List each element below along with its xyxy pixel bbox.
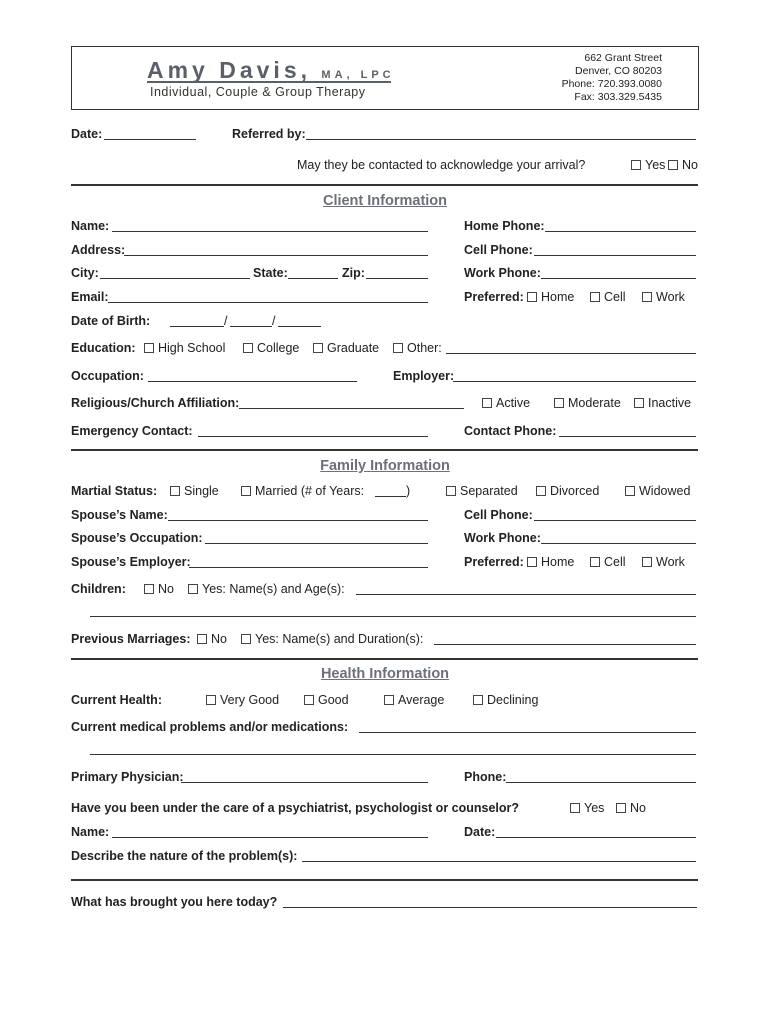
primary-physician-field[interactable] xyxy=(181,782,428,783)
contact-yes-option[interactable] xyxy=(631,158,665,172)
option-label: Yes xyxy=(584,801,605,815)
physician-phone-field[interactable] xyxy=(506,782,696,783)
checkbox[interactable] xyxy=(590,292,600,302)
option-label: No xyxy=(682,158,698,172)
spouse-work-phone-field[interactable] xyxy=(541,543,696,544)
state-label: State: xyxy=(253,266,288,280)
marital-divorced-option[interactable] xyxy=(536,484,599,498)
client-section-title: Client Information xyxy=(322,193,448,209)
option-label: Good xyxy=(318,693,349,707)
zip-label: Zip: xyxy=(342,266,365,280)
state-field[interactable] xyxy=(288,278,338,279)
city-field[interactable] xyxy=(100,278,250,279)
checkbox[interactable] xyxy=(313,343,323,353)
referred-by-label: Referred by: xyxy=(232,127,306,141)
health-average-option[interactable] xyxy=(384,693,444,707)
marital-widowed-option[interactable] xyxy=(625,484,690,498)
option-label: College xyxy=(257,341,300,355)
checkbox[interactable] xyxy=(554,398,564,408)
education-highschool-option[interactable] xyxy=(144,341,225,355)
family-section-title: Family Information xyxy=(320,458,450,474)
option-label: Single xyxy=(184,484,219,498)
option-label: Yes: Name(s) and Age(s): xyxy=(202,582,345,596)
option-label: No xyxy=(158,582,174,596)
occupation-label: Occupation: xyxy=(71,369,144,383)
preferred-label: Preferred: xyxy=(464,290,524,304)
section-divider xyxy=(71,449,698,451)
children-names-field-2[interactable] xyxy=(90,616,696,617)
contact-block xyxy=(562,52,662,104)
checkbox[interactable] xyxy=(625,486,635,496)
checkbox[interactable] xyxy=(241,486,251,496)
marital-married-option[interactable] xyxy=(241,484,364,498)
married-years-field[interactable] xyxy=(375,496,406,497)
care-yes-option[interactable] xyxy=(570,801,604,815)
emergency-contact-field[interactable] xyxy=(198,436,428,437)
checkbox[interactable] xyxy=(144,584,154,594)
checkbox[interactable] xyxy=(616,803,626,813)
counselor-date-label: Date: xyxy=(464,825,496,839)
checkbox[interactable] xyxy=(631,160,641,170)
spouse-preferred-work-option[interactable] xyxy=(642,555,685,569)
option-label: Active xyxy=(496,396,531,410)
phone-number: Phone: 720.393.0080 xyxy=(561,78,662,90)
checkbox[interactable] xyxy=(241,634,251,644)
prev-marriages-field[interactable] xyxy=(434,644,696,645)
option-label: Graduate xyxy=(327,341,380,355)
option-label: Declining xyxy=(487,693,539,707)
prev-marriages-yes-option[interactable] xyxy=(241,632,423,646)
checkbox[interactable] xyxy=(243,343,253,353)
client-name-label: Name: xyxy=(71,219,110,233)
religious-inactive-option[interactable] xyxy=(634,396,691,410)
employer-field[interactable] xyxy=(453,381,696,382)
option-label: Divorced xyxy=(550,484,600,498)
physician-phone-label: Phone: xyxy=(464,770,507,784)
religious-field[interactable] xyxy=(239,408,464,409)
city-label: City: xyxy=(71,266,99,280)
spouse-cell-label: Cell Phone: xyxy=(464,508,533,522)
medical-problems-label: Current medical problems and/or medications: xyxy=(71,720,349,734)
medical-problems-field-2[interactable] xyxy=(90,754,696,755)
health-very-good-option[interactable] xyxy=(206,693,279,707)
option-label: Inactive xyxy=(648,396,692,410)
brought-here-field[interactable] xyxy=(283,907,697,908)
checkbox[interactable] xyxy=(393,343,403,353)
occupation-field[interactable] xyxy=(148,381,357,382)
email-label: Email: xyxy=(71,290,109,304)
work-phone-field[interactable] xyxy=(541,278,696,279)
section-divider xyxy=(71,184,698,186)
checkbox[interactable] xyxy=(170,486,180,496)
checkbox[interactable] xyxy=(570,803,580,813)
option-label: Yes xyxy=(645,158,666,172)
option-label: Other: xyxy=(407,341,442,355)
marital-single-option[interactable] xyxy=(170,484,219,498)
contact-phone-field[interactable] xyxy=(559,436,696,437)
spouse-employer-field[interactable] xyxy=(189,567,428,568)
health-section-title: Health Information xyxy=(320,666,450,682)
preferred-home-option[interactable] xyxy=(527,290,574,304)
primary-physician-label: Primary Physician: xyxy=(71,770,184,784)
counselor-name-label: Name: xyxy=(71,825,110,839)
religious-moderate-option[interactable] xyxy=(554,396,621,410)
prev-marriages-no-option[interactable] xyxy=(197,632,227,646)
education-label: Education: xyxy=(71,341,136,355)
checkbox[interactable] xyxy=(206,695,216,705)
dob-slash: / xyxy=(224,314,228,328)
religious-active-option[interactable] xyxy=(482,396,530,410)
address-field[interactable] xyxy=(124,255,428,256)
checkbox[interactable] xyxy=(304,695,314,705)
contact-no-option[interactable] xyxy=(668,158,698,172)
dob-month-field[interactable] xyxy=(170,326,224,327)
option-label: No xyxy=(211,632,227,646)
spouse-occupation-field[interactable] xyxy=(205,543,428,544)
checkbox[interactable] xyxy=(473,695,483,705)
children-no-option[interactable] xyxy=(144,582,174,596)
email-field[interactable] xyxy=(108,302,428,303)
checkbox[interactable] xyxy=(642,557,652,567)
option-label: Average xyxy=(398,693,445,707)
checkbox[interactable] xyxy=(384,695,394,705)
employer-label: Employer: xyxy=(393,369,455,383)
spouse-employer-label: Spouse’s Employer: xyxy=(71,555,191,569)
checkbox[interactable] xyxy=(144,343,154,353)
education-graduate-option[interactable] xyxy=(313,341,379,355)
checkbox[interactable] xyxy=(527,292,537,302)
emergency-contact-label: Emergency Contact: xyxy=(71,424,193,438)
counselor-name-field[interactable] xyxy=(112,837,428,838)
preferred-cell-option[interactable] xyxy=(590,290,626,304)
option-label: Cell xyxy=(604,290,626,304)
logo-underline xyxy=(147,81,391,83)
tagline: Individual, Couple & Group Therapy xyxy=(150,85,366,99)
education-college-option[interactable] xyxy=(243,341,299,355)
spouse-work-phone-label: Work Phone: xyxy=(464,531,541,545)
current-health-label: Current Health: xyxy=(71,693,162,707)
spouse-preferred-cell-option[interactable] xyxy=(590,555,626,569)
credentials-text: MA, LPC xyxy=(321,69,395,81)
dob-slash: / xyxy=(272,314,276,328)
date-field[interactable] xyxy=(104,139,196,140)
health-declining-option[interactable] xyxy=(473,693,538,707)
checkbox[interactable] xyxy=(482,398,492,408)
marital-status-label: Martial Status: xyxy=(71,484,158,498)
spouse-preferred-label: Preferred: xyxy=(464,555,524,569)
date-label: Date: xyxy=(71,127,103,141)
section-divider xyxy=(71,658,698,660)
education-other-field[interactable] xyxy=(446,353,696,354)
option-label: Widowed xyxy=(639,484,691,498)
referred-by-field[interactable] xyxy=(306,139,696,140)
prev-marriages-label: Previous Marriages: xyxy=(71,632,191,646)
work-phone-label: Work Phone: xyxy=(464,266,541,280)
client-name-field[interactable] xyxy=(112,231,428,232)
option-label: Work xyxy=(656,290,685,304)
religious-label: Religious/Church Affiliation: xyxy=(71,396,240,410)
counselor-date-field[interactable] xyxy=(496,837,696,838)
care-question: Have you been under the care of a psychiatrist, psychologist or counselor? xyxy=(71,801,520,815)
option-label: Home xyxy=(541,555,575,569)
spouse-occupation-label: Spouse’s Occupation: xyxy=(71,531,203,545)
checkbox[interactable] xyxy=(446,486,456,496)
practitioner-name xyxy=(147,57,395,84)
married-close-paren: ) xyxy=(406,484,411,498)
option-label: Separated xyxy=(460,484,518,498)
option-label: Work xyxy=(656,555,685,569)
spouse-name-label: Spouse’s Name: xyxy=(71,508,168,522)
describe-problem-label: Describe the nature of the problem(s): xyxy=(71,849,298,863)
option-label: Cell xyxy=(604,555,626,569)
home-phone-field[interactable] xyxy=(545,231,696,232)
spouse-cell-field[interactable] xyxy=(534,520,696,521)
fax-number: Fax: 303.329.5435 xyxy=(574,91,662,103)
dob-day-field[interactable] xyxy=(230,326,272,327)
option-label: High School xyxy=(158,341,226,355)
home-phone-label: Home Phone: xyxy=(464,219,545,233)
contact-phone-label: Contact Phone: xyxy=(464,424,557,438)
health-good-option[interactable] xyxy=(304,693,349,707)
zip-field[interactable] xyxy=(366,278,428,279)
section-divider xyxy=(71,879,698,881)
option-label: No xyxy=(630,801,646,815)
option-label: Home xyxy=(541,290,575,304)
care-no-option[interactable] xyxy=(616,801,646,815)
option-label: Moderate xyxy=(568,396,621,410)
cell-phone-field[interactable] xyxy=(534,255,696,256)
children-names-field[interactable] xyxy=(356,594,696,595)
spouse-preferred-home-option[interactable] xyxy=(527,555,574,569)
education-other-option[interactable] xyxy=(393,341,442,355)
option-label: Very Good xyxy=(220,693,280,707)
preferred-work-option[interactable] xyxy=(642,290,685,304)
checkbox[interactable] xyxy=(536,486,546,496)
marital-separated-option[interactable] xyxy=(446,484,518,498)
checkbox[interactable] xyxy=(197,634,207,644)
option-label: Married (# of Years: xyxy=(255,484,365,498)
letterhead xyxy=(71,46,699,110)
brought-here-label: What has brought you here today? xyxy=(71,895,278,909)
checkbox[interactable] xyxy=(642,292,652,302)
checkbox[interactable] xyxy=(188,584,198,594)
contact-question: May they be contacted to acknowledge your arrival? xyxy=(297,158,586,172)
checkbox[interactable] xyxy=(590,557,600,567)
dob-year-field[interactable] xyxy=(278,326,321,327)
street-address: 662 Grant Street xyxy=(584,52,662,64)
children-yes-option[interactable] xyxy=(188,582,345,596)
spouse-name-field[interactable] xyxy=(168,520,428,521)
address-label: Address: xyxy=(71,243,126,257)
checkbox[interactable] xyxy=(668,160,678,170)
city-state-zip: Denver, CO 80203 xyxy=(575,65,662,77)
checkbox[interactable] xyxy=(634,398,644,408)
name-text: Amy Davis, xyxy=(147,57,312,83)
children-label: Children: xyxy=(71,582,126,596)
dob-label: Date of Birth: xyxy=(71,314,151,328)
medical-problems-field[interactable] xyxy=(359,732,696,733)
describe-problem-field[interactable] xyxy=(302,861,696,862)
option-label: Yes: Name(s) and Duration(s): xyxy=(255,632,424,646)
cell-phone-label: Cell Phone: xyxy=(464,243,533,257)
checkbox[interactable] xyxy=(527,557,537,567)
